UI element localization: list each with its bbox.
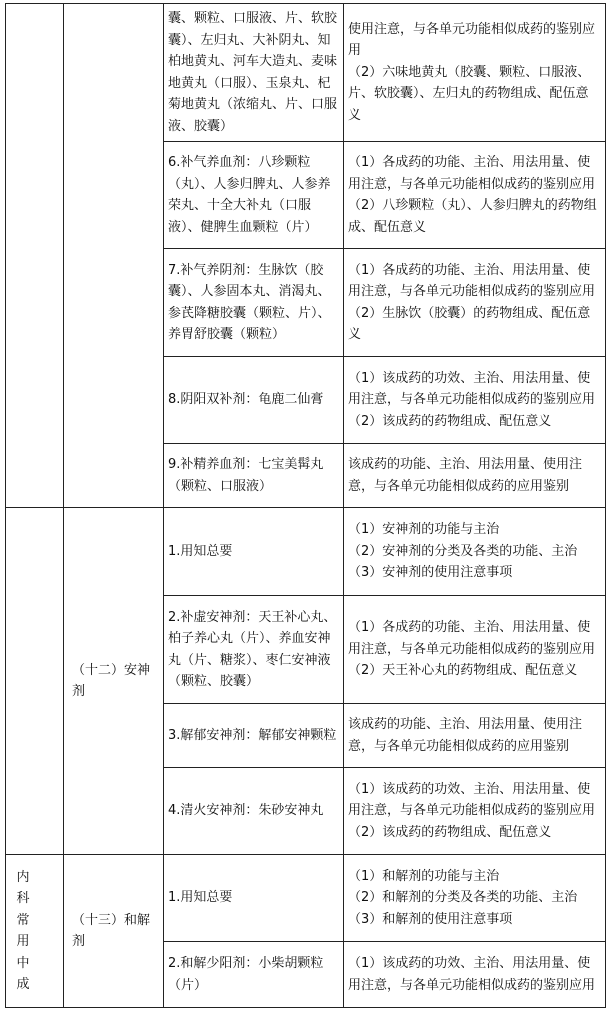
requirement-line: （1）该成药的功效、主治、用法用量、使用注意，与各单元功能相似成药的鉴别应用 xyxy=(348,956,596,993)
unit-cell: （十三）和解剂 xyxy=(64,855,164,1008)
requirement-line: （1）各成药的功能、主治、用法用量、使用注意，与各单元功能相似成药的鉴别应用 xyxy=(348,155,596,192)
item-cell: 9.补精养血剂：七宝美髯丸（颗粒、口服液） xyxy=(164,444,344,508)
requirement-line: （2）六味地黄丸（胶囊、颗粒、口服液、片、软胶囊）、左归丸的药物组成、配伍意义 xyxy=(348,64,591,123)
requirement-line: （2）八珍颗粒（丸）、人参归脾丸的药物组成、配伍意义 xyxy=(348,198,597,235)
item-cell: 3.解郁安神剂：解郁安神颗粒 xyxy=(164,704,344,768)
requirement-cell xyxy=(344,357,606,444)
item-cell: 1.用知总要 xyxy=(164,855,344,942)
item-cell: 8.阴阳双补剂：龟鹿二仙膏 xyxy=(164,357,344,444)
requirement-line: （1）该成药的功效、主治、用法用量、使用注意，与各单元功能相似成药的鉴别应用 xyxy=(348,370,596,408)
item-cell: 7.补气养阴剂：生脉饮（胶囊）、人参固本丸、消渴丸、参芪降糖胶囊（颗粒、片）、养胃舒胶囊（颗粒） xyxy=(164,249,344,357)
requirement-line: 该成药的功能、主治、用法用量、使用注意，与各单元功能相似成药的应用鉴别 xyxy=(348,717,583,754)
item-cell: 6.补气养血剂：八珍颗粒（丸）、人参归脾丸、人参养荣丸、十全大补丸（口服液）、健脾生血颗粒（片） xyxy=(164,142,344,249)
item-cell: 囊、颗粒、口服液、片、软胶囊）、左归丸、大补阴丸、知柏地黄丸、河车大造丸、麦味地黄丸（口服）、玉泉丸、杞菊地黄丸（浓缩丸、片、口服液、胶囊） xyxy=(164,4,344,142)
section-cell-empty xyxy=(6,508,64,855)
requirement-line: 该成药的功能、主治、用法用量、使用注意，与各单元功能相似成药的应用鉴别 xyxy=(348,457,583,494)
requirement-line: （2）该成药的药物组成、配伍意义 xyxy=(348,413,552,429)
requirement-cell xyxy=(344,768,606,855)
requirement-cell xyxy=(344,249,606,357)
requirement-line: （2）天王补心丸的药物组成、配伍意义 xyxy=(348,663,578,679)
item-cell: 2.和解少阳剂：小柴胡颗粒（片） xyxy=(164,942,344,1008)
requirement-line: （1）各成药的功能、主治、用法用量、使用注意，与各单元功能相似成药的鉴别应用 xyxy=(348,620,596,657)
unit-cell-empty xyxy=(64,4,164,508)
requirement-cell xyxy=(344,942,606,1008)
item-cell: 4.清火安神剂：朱砂安神丸 xyxy=(164,768,344,855)
requirement-cell xyxy=(344,4,606,142)
unit-cell: （十二）安神剂 xyxy=(64,508,164,855)
requirement-line: （1）该成药的功效、主治、用法用量、使用注意，与各单元功能相似成药的鉴别应用 xyxy=(348,781,596,819)
requirement-line: （1）和解剂的功能与主治 xyxy=(348,868,500,884)
requirement-cell xyxy=(344,704,606,768)
section-label-vertical: 内科常用中成 xyxy=(16,869,30,992)
table-row xyxy=(6,4,606,142)
requirement-line: 使用注意，与各单元功能相似成药的鉴别应用 xyxy=(348,21,596,59)
requirement-cell xyxy=(344,855,606,942)
requirement-line: （2）该成药的药物组成、配伍意义 xyxy=(348,824,552,840)
syllabus-table xyxy=(5,3,606,1008)
item-cell: 2.补虚安神剂：天王补心丸、柏子养心丸（片）、养血安神丸（片、糖浆）、枣仁安神液（颗粒、胶囊） xyxy=(164,596,344,704)
requirement-cell xyxy=(344,142,606,249)
section-cell-empty xyxy=(6,4,64,508)
requirement-line: （3）安神剂的使用注意事项 xyxy=(348,565,513,581)
item-cell: 1.用知总要 xyxy=(164,508,344,596)
requirement-line: （2）和解剂的分类及各类的功能、主治 xyxy=(348,890,578,906)
table-row xyxy=(6,508,606,596)
section-cell xyxy=(6,855,64,1008)
requirement-cell xyxy=(344,596,606,704)
table-row xyxy=(6,855,606,942)
requirement-cell xyxy=(344,508,606,596)
requirement-cell xyxy=(344,444,606,508)
requirement-line: （2）生脉饮（胶囊）的药物组成、配伍意义 xyxy=(348,305,591,342)
requirement-line: （1）各成药的功能、主治、用法用量、使用注意，与各单元功能相似成药的鉴别应用 xyxy=(348,262,596,299)
requirement-line: （1）安神剂的功能与主治 xyxy=(348,522,500,538)
requirement-line: （2）安神剂的分类及各类的功能、主治 xyxy=(348,543,578,559)
requirement-line: （3）和解剂的使用注意事项 xyxy=(348,911,513,927)
